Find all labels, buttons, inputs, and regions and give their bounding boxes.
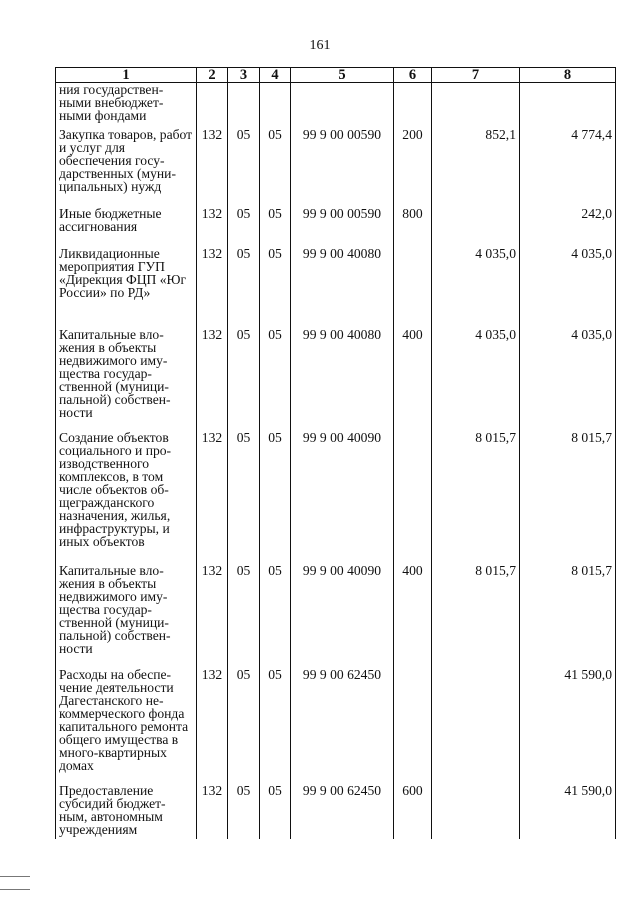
- col-6-value: [394, 431, 432, 564]
- header-row: [56, 68, 616, 83]
- row-name: Иные бюджетные ассигнования: [56, 207, 197, 247]
- col-8-value: 4 035,0: [520, 328, 616, 431]
- col-3-value: [228, 83, 260, 128]
- col-6-value: 400: [394, 564, 432, 668]
- col-5-value: 99 9 00 00590: [291, 207, 394, 247]
- page-number: 161: [309, 38, 331, 53]
- col-8-value: 8 015,7: [520, 431, 616, 564]
- table-row: [56, 128, 616, 207]
- col-7-value: [432, 784, 520, 839]
- col-2-value: 132: [197, 247, 228, 328]
- col-2-value: [197, 83, 228, 128]
- header-col-8: 8: [520, 68, 616, 83]
- col-6-value: 400: [394, 328, 432, 431]
- col-7-value: 8 015,7: [432, 431, 520, 564]
- col-5-value: 99 9 00 62450: [291, 668, 394, 784]
- col-5-value: [291, 83, 394, 128]
- col-5-value: 99 9 00 40090: [291, 431, 394, 564]
- table-row: [56, 247, 616, 328]
- col-4-value: 05: [260, 431, 291, 564]
- col-2-value: 132: [197, 328, 228, 431]
- col-7-value: [432, 83, 520, 128]
- col-4-value: 05: [260, 128, 291, 207]
- header-col-6: 6: [394, 68, 432, 83]
- col-4-value: 05: [260, 247, 291, 328]
- col-2-value: 132: [197, 128, 228, 207]
- col-5-value: 99 9 00 40090: [291, 564, 394, 668]
- col-6-value: [394, 247, 432, 328]
- table-row: [56, 328, 616, 431]
- col-7-value: [432, 668, 520, 784]
- col-3-value: 05: [228, 207, 260, 247]
- col-8-value: 242,0: [520, 207, 616, 247]
- col-3-value: 05: [228, 247, 260, 328]
- col-2-value: 132: [197, 564, 228, 668]
- col-5-value: 99 9 00 40080: [291, 328, 394, 431]
- row-name: Предоставление субсидий бюджет-ным, автономным учреждениям: [56, 784, 197, 839]
- col-6-value: [394, 668, 432, 784]
- col-3-value: 05: [228, 328, 260, 431]
- col-5-value: 99 9 00 62450: [291, 784, 394, 839]
- col-6-value: [394, 83, 432, 128]
- col-8-value: 4 774,4: [520, 128, 616, 207]
- col-2-value: 132: [197, 207, 228, 247]
- header-col-3: 3: [228, 68, 260, 83]
- header-col-7: 7: [432, 68, 520, 83]
- row-name: Ликвидационные мероприятия ГУП «Дирекция ФЦП «Юг России» по РД»: [56, 247, 197, 328]
- col-8-value: 8 015,7: [520, 564, 616, 668]
- col-4-value: 05: [260, 668, 291, 784]
- budget-table: [55, 67, 616, 839]
- col-5-value: 99 9 00 00590: [291, 128, 394, 207]
- col-4-value: 05: [260, 784, 291, 839]
- row-name: ния государствен-ными внебюджет-ными фондами: [56, 83, 197, 128]
- table-row: [56, 207, 616, 247]
- table-row: [56, 668, 616, 784]
- col-8-value: 4 035,0: [520, 247, 616, 328]
- footer-rule: [0, 889, 30, 890]
- row-name: Закупка товаров, работ и услуг для обеспечения госу-дарственных (муни-ципальных) нужд: [56, 128, 197, 207]
- table-row: [56, 83, 616, 128]
- row-name: Создание объектов социального и про-изводственного комплексов, в том числе объектов об-щегражданского назначения, жилья, инфраструктуры, и иных объектов: [56, 431, 197, 564]
- col-8-value: 41 590,0: [520, 784, 616, 839]
- header-col-2: 2: [197, 68, 228, 83]
- col-2-value: 132: [197, 784, 228, 839]
- row-name: Капитальные вло-жения в объекты недвижимого иму-щества государ-ственной (муници-пальной) собствен-ности: [56, 564, 197, 668]
- col-3-value: 05: [228, 564, 260, 668]
- header-col-5: 5: [291, 68, 394, 83]
- col-8-value: [520, 83, 616, 128]
- col-4-value: [260, 83, 291, 128]
- col-7-value: 8 015,7: [432, 564, 520, 668]
- col-7-value: 4 035,0: [432, 247, 520, 328]
- col-3-value: 05: [228, 668, 260, 784]
- col-3-value: 05: [228, 784, 260, 839]
- col-6-value: 200: [394, 128, 432, 207]
- header-col-1: 1: [56, 68, 197, 83]
- footer-rule: [0, 876, 30, 877]
- col-7-value: [432, 207, 520, 247]
- col-5-value: 99 9 00 40080: [291, 247, 394, 328]
- row-name: Расходы на обеспе-чение деятельности Дагестанского не-коммерческого фонда капитального ремонта общего имущества в много-квартирных домах: [56, 668, 197, 784]
- table-row: [56, 784, 616, 839]
- col-3-value: 05: [228, 128, 260, 207]
- col-6-value: 600: [394, 784, 432, 839]
- header-col-4: 4: [260, 68, 291, 83]
- col-2-value: 132: [197, 431, 228, 564]
- col-4-value: 05: [260, 328, 291, 431]
- col-3-value: 05: [228, 431, 260, 564]
- col-4-value: 05: [260, 207, 291, 247]
- table-row: [56, 431, 616, 564]
- col-7-value: 852,1: [432, 128, 520, 207]
- col-6-value: 800: [394, 207, 432, 247]
- col-4-value: 05: [260, 564, 291, 668]
- col-2-value: 132: [197, 668, 228, 784]
- row-name: Капитальные вло-жения в объекты недвижимого иму-щества государ-ственной (муници-пальной) собствен-ности: [56, 328, 197, 431]
- col-8-value: 41 590,0: [520, 668, 616, 784]
- col-7-value: 4 035,0: [432, 328, 520, 431]
- table-row: [56, 564, 616, 668]
